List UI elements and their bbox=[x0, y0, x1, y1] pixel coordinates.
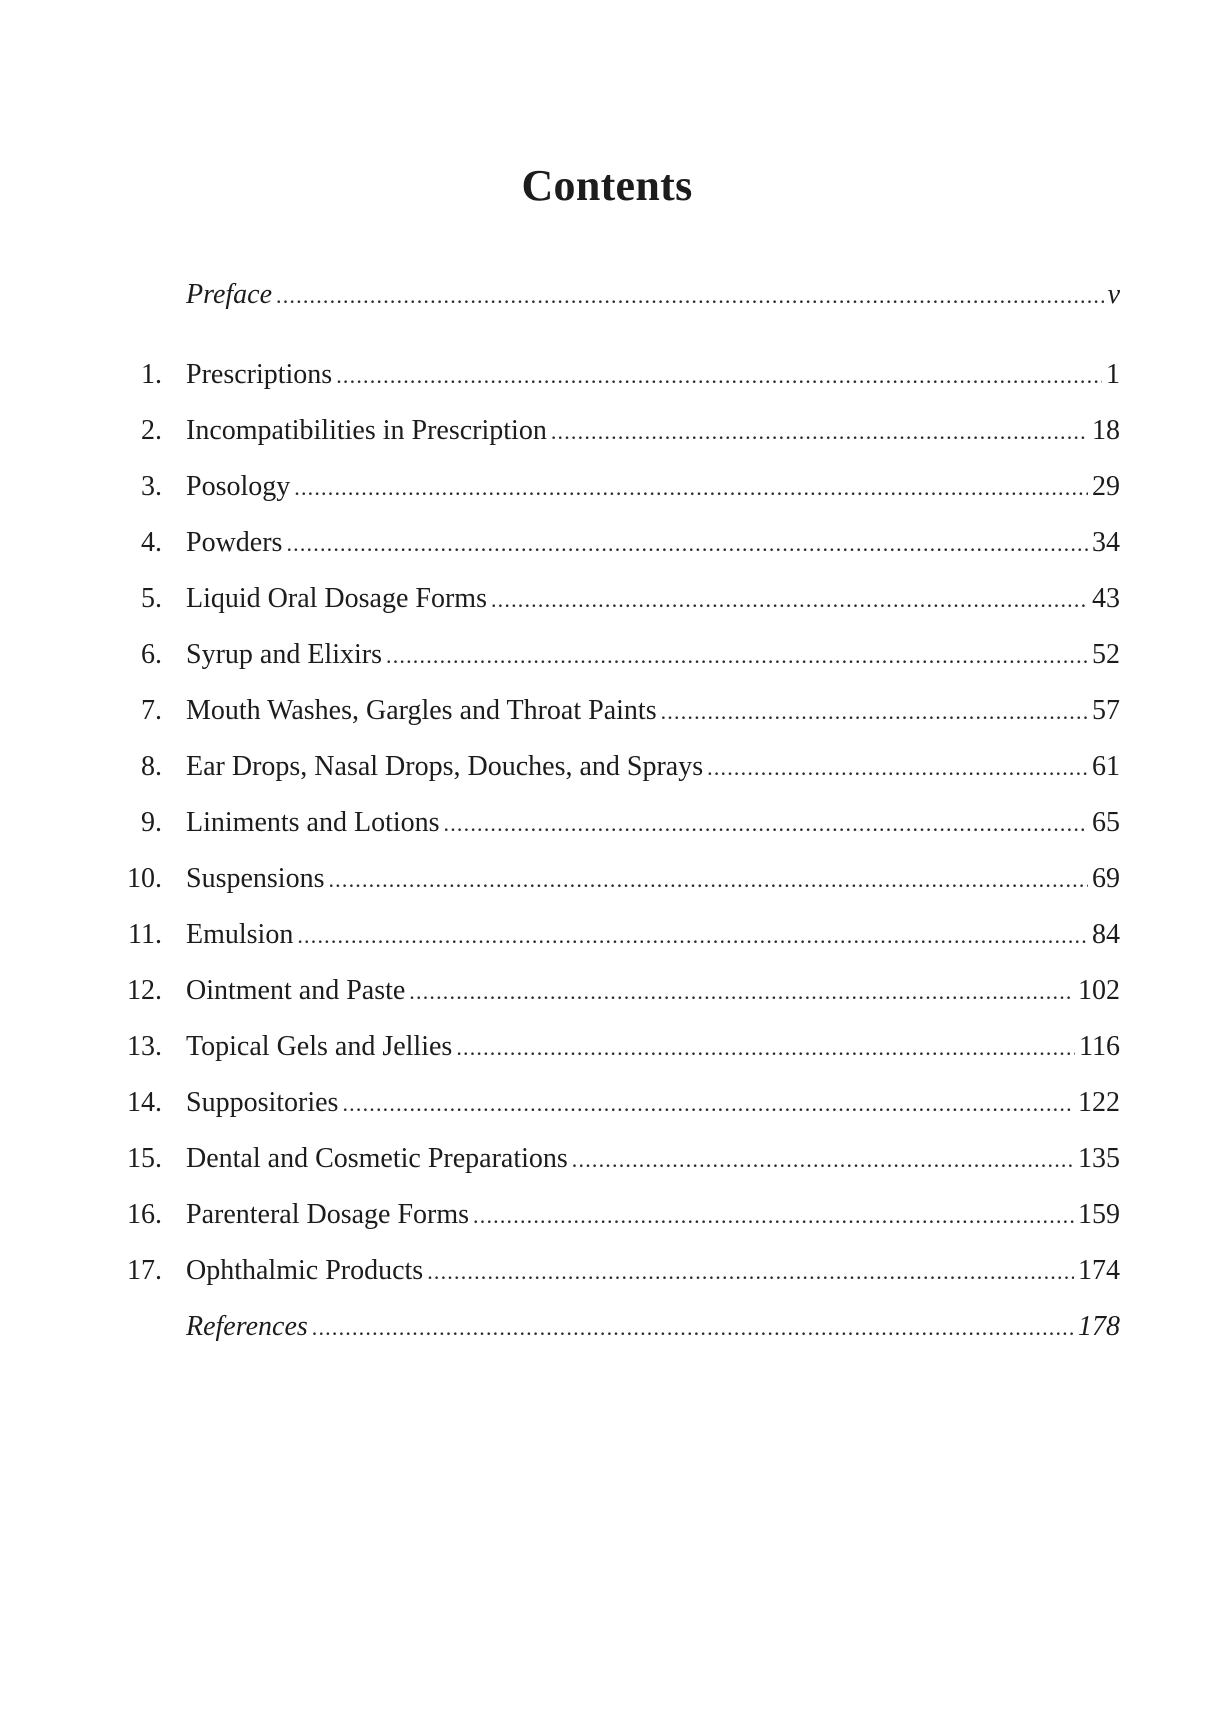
dot-leader bbox=[297, 916, 1088, 956]
dot-leader bbox=[456, 1028, 1075, 1068]
toc-title: Parenteral Dosage Forms bbox=[186, 1199, 470, 1230]
toc-title: Ophthalmic Products bbox=[186, 1255, 424, 1286]
toc-entry[interactable] bbox=[100, 747, 1120, 787]
toc-number: 7. bbox=[141, 695, 162, 726]
dot-leader bbox=[572, 1140, 1074, 1180]
toc-title: Powders bbox=[186, 527, 283, 558]
toc-entry[interactable] bbox=[100, 579, 1120, 619]
toc-page-number: v bbox=[1107, 279, 1120, 310]
toc-title: References bbox=[186, 1311, 308, 1342]
toc-page-number: 1 bbox=[1106, 359, 1120, 390]
toc-title: Ointment and Paste bbox=[186, 975, 406, 1006]
toc-number: 8. bbox=[141, 751, 162, 782]
toc-number: 1. bbox=[141, 359, 162, 390]
dot-leader bbox=[551, 412, 1088, 452]
toc-page-number: 34 bbox=[1092, 527, 1120, 558]
toc-number: 6. bbox=[141, 639, 162, 670]
toc-page-number: 116 bbox=[1079, 1031, 1120, 1062]
toc-number: 11. bbox=[128, 919, 162, 950]
toc-title: Topical Gels and Jellies bbox=[186, 1031, 453, 1062]
dot-leader bbox=[312, 1308, 1074, 1348]
toc-page-number: 61 bbox=[1092, 751, 1120, 782]
toc-page-number: 178 bbox=[1078, 1311, 1120, 1342]
toc-page-number: 18 bbox=[1092, 415, 1120, 446]
toc-title: Dental and Cosmetic Preparations bbox=[186, 1143, 568, 1174]
toc-page-number: 174 bbox=[1078, 1255, 1120, 1286]
toc-page-number: 29 bbox=[1092, 471, 1120, 502]
toc-page-number: 102 bbox=[1078, 975, 1120, 1006]
dot-leader bbox=[444, 804, 1088, 844]
toc-entry[interactable] bbox=[100, 1195, 1120, 1235]
toc-entry[interactable] bbox=[100, 635, 1120, 675]
dot-leader bbox=[427, 1252, 1074, 1292]
toc-number: 15. bbox=[127, 1143, 162, 1174]
toc-number: 12. bbox=[127, 975, 162, 1006]
toc-page-number: 135 bbox=[1078, 1143, 1120, 1174]
toc-entry[interactable] bbox=[100, 467, 1120, 507]
dot-leader bbox=[707, 748, 1088, 788]
toc-page-number: 84 bbox=[1092, 919, 1120, 950]
toc-number: 9. bbox=[141, 807, 162, 838]
dot-leader bbox=[328, 860, 1088, 900]
dot-leader bbox=[409, 972, 1074, 1012]
toc-title: Liquid Oral Dosage Forms bbox=[186, 583, 487, 614]
dot-leader bbox=[336, 356, 1102, 396]
dot-leader bbox=[473, 1196, 1074, 1236]
toc-title: Incompatibilities in Prescription bbox=[186, 415, 547, 446]
toc-page-number: 65 bbox=[1092, 807, 1120, 838]
dot-leader bbox=[661, 692, 1088, 732]
toc-entry[interactable] bbox=[100, 1027, 1120, 1067]
toc-page-number: 122 bbox=[1078, 1087, 1120, 1118]
dot-leader bbox=[491, 580, 1088, 620]
dot-leader bbox=[294, 468, 1088, 508]
dot-leader bbox=[342, 1084, 1074, 1124]
toc-page-number: 69 bbox=[1092, 863, 1120, 894]
toc-entry[interactable] bbox=[100, 1251, 1120, 1291]
toc-entry[interactable] bbox=[100, 1083, 1120, 1123]
toc-page-number: 57 bbox=[1092, 695, 1120, 726]
page-title: Contents bbox=[521, 161, 693, 210]
toc-title: Syrup and Elixirs bbox=[186, 639, 382, 670]
toc-title: Prescriptions bbox=[186, 359, 333, 390]
toc-number: 5. bbox=[141, 583, 162, 614]
toc-entry[interactable] bbox=[100, 411, 1120, 451]
toc-page-number: 159 bbox=[1078, 1199, 1120, 1230]
dot-leader bbox=[386, 636, 1088, 676]
toc-number: 3. bbox=[141, 471, 162, 502]
toc-number: 2. bbox=[141, 415, 162, 446]
toc-entry-references[interactable] bbox=[100, 1307, 1120, 1347]
toc-entry[interactable] bbox=[100, 355, 1120, 395]
toc-number: 13. bbox=[127, 1031, 162, 1062]
toc-entry[interactable] bbox=[100, 859, 1120, 899]
toc-entry[interactable] bbox=[100, 915, 1120, 955]
toc-title: Emulsion bbox=[186, 919, 294, 950]
toc-title: Posology bbox=[186, 471, 291, 502]
toc-entry[interactable] bbox=[100, 803, 1120, 843]
toc-title: Preface bbox=[186, 279, 273, 310]
toc-title: Suppositories bbox=[186, 1087, 339, 1118]
dot-leader bbox=[286, 524, 1088, 564]
toc-number: 16. bbox=[127, 1199, 162, 1230]
toc-entry[interactable] bbox=[100, 1139, 1120, 1179]
toc-entry[interactable] bbox=[100, 971, 1120, 1011]
toc-number: 14. bbox=[127, 1087, 162, 1118]
toc-title: Liniments and Lotions bbox=[186, 807, 440, 838]
toc-number: 17. bbox=[127, 1255, 162, 1286]
toc-page-number: 43 bbox=[1092, 583, 1120, 614]
toc-title: Mouth Washes, Gargles and Throat Paints bbox=[186, 695, 657, 726]
toc-entry-preface[interactable] bbox=[100, 275, 1120, 315]
toc-number: 10. bbox=[127, 863, 162, 894]
toc-page-number: 52 bbox=[1092, 639, 1120, 670]
toc-title: Suspensions bbox=[186, 863, 325, 894]
dot-leader bbox=[276, 276, 1104, 316]
toc-number: 4. bbox=[141, 527, 162, 558]
toc-title: Ear Drops, Nasal Drops, Douches, and Sprays bbox=[186, 751, 704, 782]
toc-entry[interactable] bbox=[100, 691, 1120, 731]
toc-entry[interactable] bbox=[100, 523, 1120, 563]
